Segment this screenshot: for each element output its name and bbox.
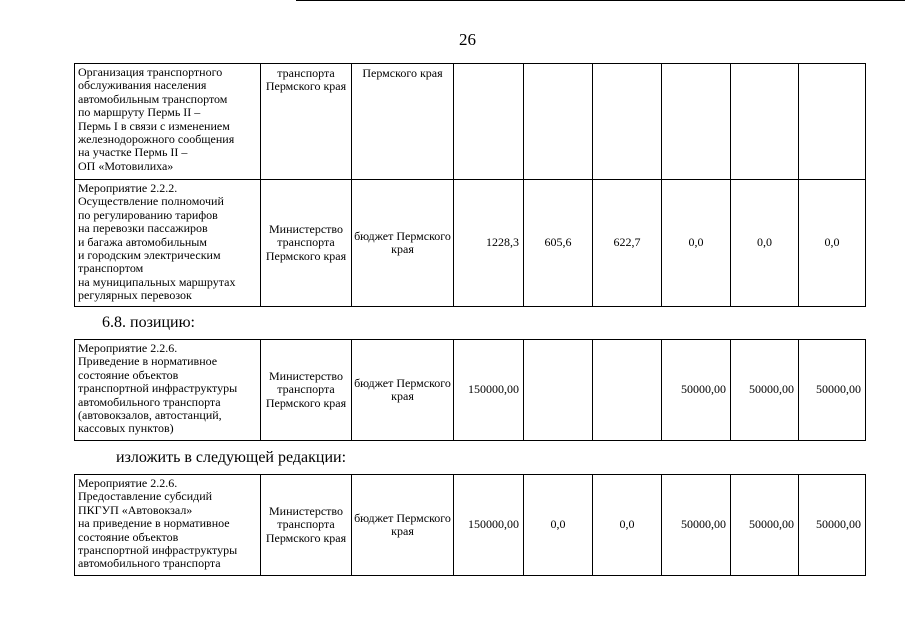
value-cell: 150000,00	[454, 475, 524, 576]
value-cell: 605,6	[524, 180, 593, 307]
value-cell: 50000,00	[731, 340, 799, 441]
value-cell	[799, 64, 866, 180]
value-cell: 50000,00	[662, 340, 731, 441]
value-cell: 50000,00	[731, 475, 799, 576]
page-top-rule	[296, 0, 905, 1]
value-cell: 0,0	[593, 475, 662, 576]
page-number: 26	[459, 30, 476, 49]
funding-source-cell: бюджет Пермского края	[352, 475, 454, 576]
section-heading-new-edition: изложить в следующей редакции:	[116, 449, 347, 466]
value-cell: 0,0	[662, 180, 731, 307]
value-cell: 0,0	[799, 180, 866, 307]
section-heading-position: 6.8. позицию:	[102, 314, 195, 331]
value-cell: 0,0	[731, 180, 799, 307]
value-cell	[731, 64, 799, 180]
description-cell: Мероприятие 2.2.2. Осуществление полномочий по регулированию тарифов на перевозки пассажиров и багажа автомобильным и городским электрическим транспортом на муниципальных маршрутах регулярных перевозок	[75, 180, 261, 307]
value-cell	[593, 64, 662, 180]
funding-source-cell: Пермского края	[352, 64, 454, 180]
value-cell: 50000,00	[662, 475, 731, 576]
value-cell: 150000,00	[454, 340, 524, 441]
table-current-position	[74, 339, 866, 441]
value-cell: 50000,00	[799, 340, 866, 441]
value-cell	[524, 340, 593, 441]
funding-source-cell: бюджет Пермского края	[352, 340, 454, 441]
value-cell	[593, 340, 662, 441]
description-cell: Мероприятие 2.2.6. Предоставление субсидий ПКГУП «Автовокзал» на приведение в нормативное состояние объектов транспортной инфраструктуры автомобильного транспорта	[75, 475, 261, 576]
value-cell: 50000,00	[799, 475, 866, 576]
description-cell: Организация транспортного обслуживания населения автомобильным транспортом по маршруту Пермь II – Пермь I в связи с изменением железнодорожного сообщения на участке Пермь II – ОП «Мотовилиха»	[75, 64, 261, 180]
value-cell: 1228,3	[454, 180, 524, 307]
table-row	[75, 180, 866, 307]
table-row	[75, 475, 866, 576]
value-cell	[662, 64, 731, 180]
funding-source-cell: бюджет Пермского края	[352, 180, 454, 307]
value-cell	[524, 64, 593, 180]
executor-cell: Министерство транспорта Пермского края	[261, 180, 352, 307]
value-cell: 622,7	[593, 180, 662, 307]
value-cell	[454, 64, 524, 180]
executor-cell: Министерство транспорта Пермского края	[261, 340, 352, 441]
table-row	[75, 340, 866, 441]
description-cell: Мероприятие 2.2.6. Приведение в нормативное состояние объектов транспортной инфраструктуры автомобильного транспорта (автовокзалов, автостанций, кассовых пунктов)	[75, 340, 261, 441]
value-cell: 0,0	[524, 475, 593, 576]
executor-cell: Министерство транспорта Пермского края	[261, 475, 352, 576]
table-row	[75, 64, 866, 180]
table-continued-positions	[74, 63, 866, 307]
executor-cell: транспорта Пермского края	[261, 64, 352, 180]
table-new-edition	[74, 474, 866, 576]
